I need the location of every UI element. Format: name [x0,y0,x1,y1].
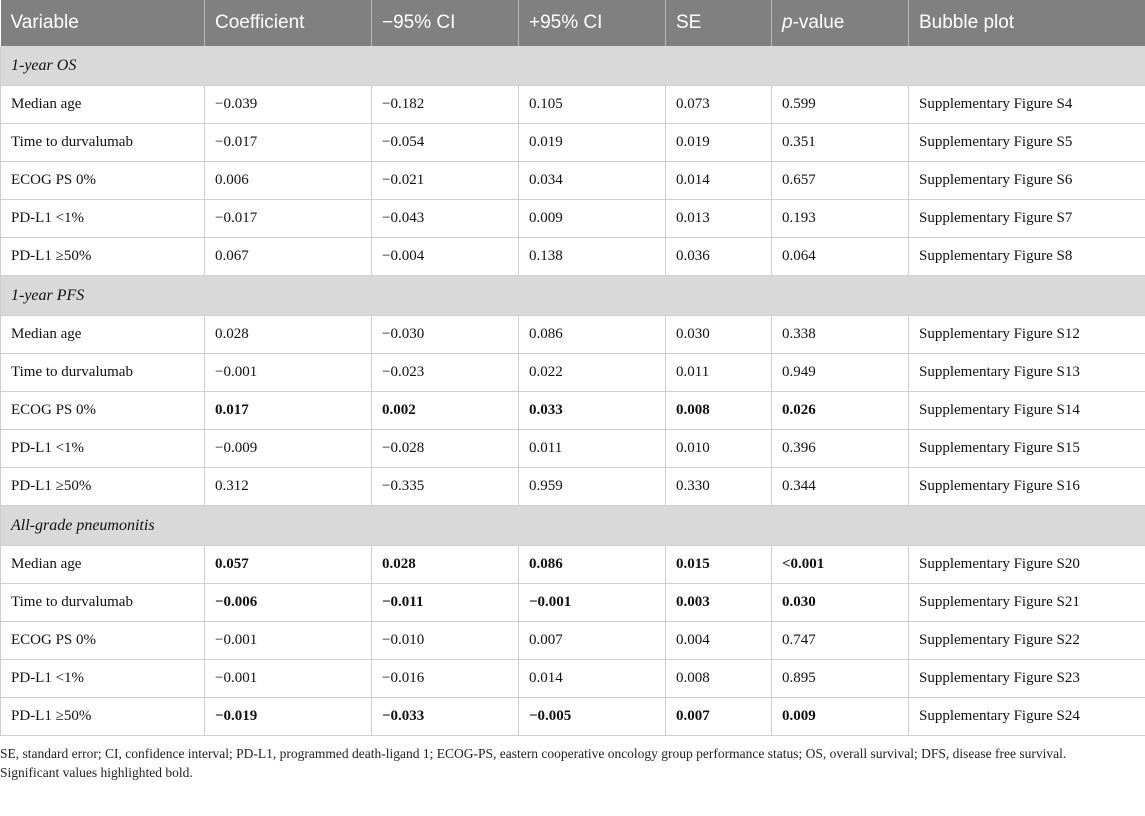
table-row [1,660,1145,698]
header-p-suffix: -value [792,12,845,33]
table-row [1,200,1145,238]
cell-se: 0.030 [666,316,772,354]
cell-variable: PD-L1 <1% [1,660,205,698]
cell-variable: Median age [1,316,205,354]
cell-coefficient: 0.017 [205,392,372,430]
cell-bubble-plot: Supplementary Figure S24 [909,698,1145,736]
cell-ci-high: 0.034 [519,162,666,200]
section-header-row [1,276,1145,316]
cell-p-value: 0.338 [772,316,909,354]
table-row [1,238,1145,276]
cell-variable: Median age [1,546,205,584]
cell-coefficient: −0.001 [205,622,372,660]
cell-se: 0.330 [666,468,772,506]
cell-ci-high: 0.009 [519,200,666,238]
table-row [1,162,1145,200]
cell-ci-high: 0.086 [519,316,666,354]
cell-variable: Time to durvalumab [1,354,205,392]
cell-p-value: 0.026 [772,392,909,430]
cell-coefficient: −0.001 [205,660,372,698]
cell-se: 0.073 [666,86,772,124]
cell-variable: PD-L1 ≥50% [1,468,205,506]
table-row [1,124,1145,162]
cell-p-value: 0.599 [772,86,909,124]
cell-p-value: 0.193 [772,200,909,238]
cell-bubble-plot: Supplementary Figure S21 [909,584,1145,622]
cell-bubble-plot: Supplementary Figure S6 [909,162,1145,200]
cell-coefficient: −0.001 [205,354,372,392]
section-title: All-grade pneumonitis [1,506,1145,546]
header-p-value [772,0,909,46]
cell-bubble-plot: Supplementary Figure S8 [909,238,1145,276]
cell-ci-low: 0.028 [372,546,519,584]
table-row [1,354,1145,392]
cell-se: 0.019 [666,124,772,162]
cell-ci-high: 0.086 [519,546,666,584]
header-bubble-plot: Bubble plot [909,0,1145,46]
cell-ci-low: −0.033 [372,698,519,736]
cell-se: 0.007 [666,698,772,736]
cell-coefficient: −0.009 [205,430,372,468]
cell-p-value: 0.895 [772,660,909,698]
header-coefficient: Coefficient [205,0,372,46]
cell-ci-low: −0.004 [372,238,519,276]
cell-bubble-plot: Supplementary Figure S15 [909,430,1145,468]
cell-coefficient: 0.057 [205,546,372,584]
cell-p-value: 0.064 [772,238,909,276]
table-row [1,316,1145,354]
table-row [1,86,1145,124]
cell-ci-high: −0.001 [519,584,666,622]
cell-se: 0.004 [666,622,772,660]
cell-variable: PD-L1 ≥50% [1,698,205,736]
footnote-abbreviations: SE, standard error; CI, confidence interval; PD-L1, programmed death-ligand 1; ECOG-PS, eastern cooperative oncology group performance status; OS, overall survival; DFS, disease free survival. [0,746,1067,761]
cell-p-value: 0.351 [772,124,909,162]
table-row [1,392,1145,430]
cell-p-value: 0.344 [772,468,909,506]
cell-variable: ECOG PS 0% [1,622,205,660]
table-body [1,46,1145,736]
cell-bubble-plot: Supplementary Figure S4 [909,86,1145,124]
header-variable: Variable [1,0,205,46]
table-row [1,622,1145,660]
cell-se: 0.003 [666,584,772,622]
cell-ci-high: 0.019 [519,124,666,162]
cell-se: 0.011 [666,354,772,392]
cell-p-value: 0.396 [772,430,909,468]
cell-ci-low: −0.335 [372,468,519,506]
cell-coefficient: −0.017 [205,124,372,162]
cell-ci-low: −0.054 [372,124,519,162]
cell-p-value: 0.949 [772,354,909,392]
cell-variable: Time to durvalumab [1,584,205,622]
header-se: SE [666,0,772,46]
section-header-row [1,46,1145,86]
cell-ci-low: −0.021 [372,162,519,200]
cell-ci-low: −0.010 [372,622,519,660]
cell-variable: PD-L1 ≥50% [1,238,205,276]
cell-variable: PD-L1 <1% [1,430,205,468]
cell-ci-low: 0.002 [372,392,519,430]
cell-ci-low: −0.182 [372,86,519,124]
cell-variable: Time to durvalumab [1,124,205,162]
cell-coefficient: −0.006 [205,584,372,622]
cell-bubble-plot: Supplementary Figure S16 [909,468,1145,506]
cell-bubble-plot: Supplementary Figure S7 [909,200,1145,238]
cell-ci-low: −0.016 [372,660,519,698]
cell-bubble-plot: Supplementary Figure S5 [909,124,1145,162]
cell-coefficient: −0.019 [205,698,372,736]
table-row [1,698,1145,736]
cell-p-value: 0.747 [772,622,909,660]
footnotes [0,736,1145,782]
cell-se: 0.008 [666,660,772,698]
table-row [1,584,1145,622]
cell-se: 0.013 [666,200,772,238]
cell-ci-high: 0.022 [519,354,666,392]
cell-se: 0.036 [666,238,772,276]
header-p-italic: p [782,12,793,33]
header-ci-low: −95% CI [372,0,519,46]
cell-se: 0.015 [666,546,772,584]
cell-ci-high: 0.033 [519,392,666,430]
cell-variable: ECOG PS 0% [1,162,205,200]
cell-ci-low: −0.023 [372,354,519,392]
cell-p-value: <0.001 [772,546,909,584]
cell-ci-low: −0.043 [372,200,519,238]
cell-ci-high: 0.011 [519,430,666,468]
cell-ci-high: 0.959 [519,468,666,506]
section-header-row [1,506,1145,546]
cell-coefficient: −0.039 [205,86,372,124]
section-title: 1-year OS [1,46,1145,86]
cell-ci-high: −0.005 [519,698,666,736]
cell-variable: Median age [1,86,205,124]
cell-p-value: 0.657 [772,162,909,200]
footnote-significance: Significant values highlighted bold. [0,765,193,780]
cell-ci-high: 0.014 [519,660,666,698]
cell-ci-low: −0.028 [372,430,519,468]
cell-bubble-plot: Supplementary Figure S14 [909,392,1145,430]
cell-coefficient: −0.017 [205,200,372,238]
cell-ci-high: 0.138 [519,238,666,276]
cell-coefficient: 0.028 [205,316,372,354]
cell-bubble-plot: Supplementary Figure S20 [909,546,1145,584]
cell-coefficient: 0.006 [205,162,372,200]
cell-coefficient: 0.312 [205,468,372,506]
cell-bubble-plot: Supplementary Figure S12 [909,316,1145,354]
cell-coefficient: 0.067 [205,238,372,276]
cell-ci-high: 0.007 [519,622,666,660]
section-title: 1-year PFS [1,276,1145,316]
header-ci-high: +95% CI [519,0,666,46]
table-row [1,430,1145,468]
cell-se: 0.008 [666,392,772,430]
cell-bubble-plot: Supplementary Figure S13 [909,354,1145,392]
cell-variable: ECOG PS 0% [1,392,205,430]
cell-ci-high: 0.105 [519,86,666,124]
cell-ci-low: −0.011 [372,584,519,622]
cell-p-value: 0.030 [772,584,909,622]
table-row [1,546,1145,584]
cell-se: 0.014 [666,162,772,200]
table-row [1,468,1145,506]
cell-ci-low: −0.030 [372,316,519,354]
cell-bubble-plot: Supplementary Figure S22 [909,622,1145,660]
cell-p-value: 0.009 [772,698,909,736]
cell-bubble-plot: Supplementary Figure S23 [909,660,1145,698]
cell-se: 0.010 [666,430,772,468]
cell-variable: PD-L1 <1% [1,200,205,238]
header-row [1,0,1145,46]
